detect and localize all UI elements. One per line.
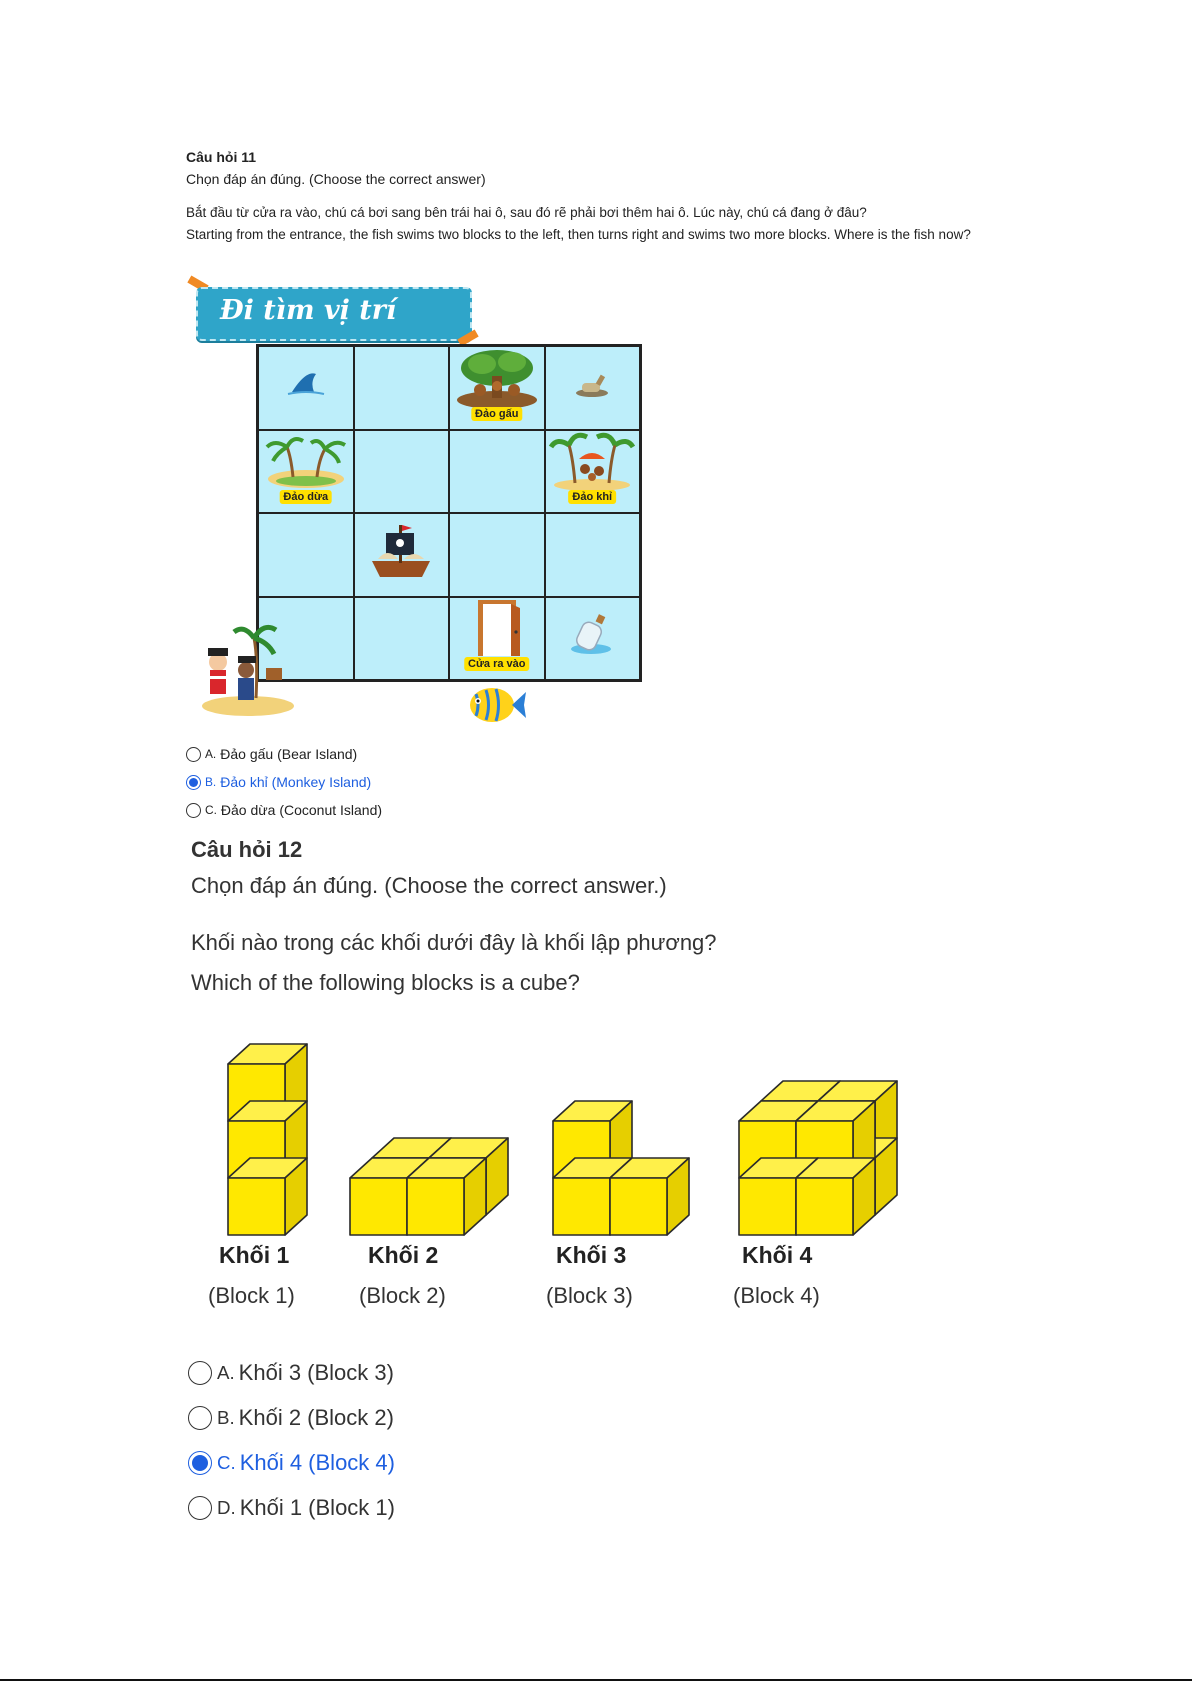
q12-option-b[interactable] — [188, 1395, 395, 1440]
q11-option-c[interactable] — [186, 796, 382, 824]
grid-cell-coconut-island — [258, 430, 354, 514]
grid-cell — [354, 597, 450, 681]
q12-option-c-text[interactable]: Khối 4 (Block 4) — [239, 1449, 395, 1475]
q12-option-b-letter: B. — [217, 1406, 235, 1428]
map-banner-title: Đi tìm vị trí — [220, 295, 397, 326]
q11-option-b-text[interactable]: Đảo khỉ (Monkey Island) — [220, 774, 372, 790]
grid-cell — [449, 513, 545, 597]
q11-option-a-radio[interactable] — [186, 747, 201, 762]
pirate-kids-icon — [196, 618, 296, 718]
question-11-instruction: Chọn đáp án đúng. (Choose the correct answer) — [186, 171, 486, 187]
map-banner — [196, 287, 472, 341]
q11-option-c-text[interactable]: Đảo dừa (Coconut Island) — [220, 802, 383, 818]
bear-island-label: Đảo gấu — [471, 407, 522, 421]
block-1-sub: (Block 1) — [208, 1283, 295, 1308]
monkey-island-icon — [549, 429, 635, 493]
question-12-options — [188, 1350, 395, 1530]
q11-option-a-text[interactable]: Đảo gấu (Bear Island) — [220, 746, 358, 762]
shark-fin-icon — [286, 370, 326, 398]
coconut-island-label: Đảo dừa — [279, 490, 332, 504]
grid-cell-bear-island — [449, 346, 545, 430]
door-icon — [472, 598, 522, 658]
q11-option-c-letter: C. — [205, 803, 217, 817]
grid-cell — [354, 346, 450, 430]
block-4-sub: (Block 4) — [733, 1283, 820, 1308]
block-1-name: Khối 1 — [219, 1242, 290, 1268]
grid-cell — [449, 430, 545, 514]
question-11 — [186, 148, 1016, 246]
coconut-island-icon — [263, 433, 349, 489]
question-11-text-en: Starting from the entrance, the fish swims two blocks to the left, then turns right and swims two more blocks. Where is the fish now? — [186, 227, 971, 242]
question-11-options — [186, 740, 382, 824]
q12-option-a-text[interactable]: Khối 3 (Block 3) — [238, 1359, 394, 1385]
grid-cell-monkey-island — [545, 430, 641, 514]
q11-option-b[interactable] — [186, 768, 382, 796]
q12-option-b-radio[interactable] — [188, 1406, 212, 1430]
grid-cell — [545, 597, 641, 681]
message-bottle-icon — [567, 609, 617, 659]
bear-island-icon — [454, 346, 540, 410]
q11-option-a[interactable] — [186, 740, 382, 768]
q12-option-d-letter: D. — [217, 1496, 236, 1518]
page-bottom-rule — [0, 1679, 1192, 1681]
map-grid — [256, 344, 642, 682]
question-12-text-vi: Khối nào trong các khối dưới đây là khối lập phương? — [191, 930, 717, 955]
pirate-ship-icon — [366, 521, 436, 585]
q12-option-d-radio[interactable] — [188, 1496, 212, 1520]
grid-cell — [354, 513, 450, 597]
fish-icon — [466, 684, 528, 726]
q12-option-c[interactable] — [188, 1440, 395, 1485]
block-3-name: Khối 3 — [556, 1242, 627, 1268]
q12-option-c-letter: C. — [217, 1451, 236, 1473]
question-12 — [191, 835, 991, 1003]
q11-option-c-radio[interactable] — [186, 803, 201, 818]
grid-cell-entrance — [449, 597, 545, 681]
grid-cell — [258, 513, 354, 597]
question-12-text-en: Which of the following blocks is a cube? — [191, 970, 580, 995]
q12-option-d[interactable] — [188, 1485, 395, 1530]
q12-option-b-text[interactable]: Khối 2 (Block 2) — [238, 1404, 394, 1430]
grid-cell — [258, 346, 354, 430]
grid-cell — [545, 513, 641, 597]
q12-option-d-text[interactable]: Khối 1 (Block 1) — [239, 1494, 395, 1520]
block-2-name: Khối 2 — [368, 1242, 439, 1268]
question-11-text-vi: Bắt đầu từ cửa ra vào, chú cá bơi sang bên trái hai ô, sau đó rẽ phải bơi thêm hai ô. Lúc này, chú cá đang ở đâu? — [186, 205, 867, 220]
block-2-sub: (Block 2) — [359, 1283, 446, 1308]
question-11-title: Câu hỏi 11 — [186, 149, 257, 165]
q12-option-c-radio[interactable] — [188, 1451, 212, 1475]
q11-option-b-letter: B. — [205, 775, 217, 789]
entrance-label: Cửa ra vào — [464, 657, 530, 671]
grid-cell — [545, 346, 641, 430]
q12-option-a-radio[interactable] — [188, 1361, 212, 1385]
block-3-sub: (Block 3) — [546, 1283, 633, 1308]
question-12-instruction: Chọn đáp án đúng. (Choose the correct answer.) — [191, 873, 667, 898]
q12-option-a[interactable] — [188, 1350, 395, 1395]
monkey-island-label: Đảo khỉ — [568, 490, 616, 504]
bottle-icon — [572, 369, 612, 399]
block-4-name: Khối 4 — [742, 1242, 813, 1268]
q12-option-a-letter: A. — [217, 1361, 235, 1383]
q11-option-a-letter: A. — [205, 747, 217, 761]
grid-cell — [354, 430, 450, 514]
q11-option-b-radio[interactable] — [186, 775, 201, 790]
question-12-title: Câu hỏi 12 — [191, 837, 303, 862]
